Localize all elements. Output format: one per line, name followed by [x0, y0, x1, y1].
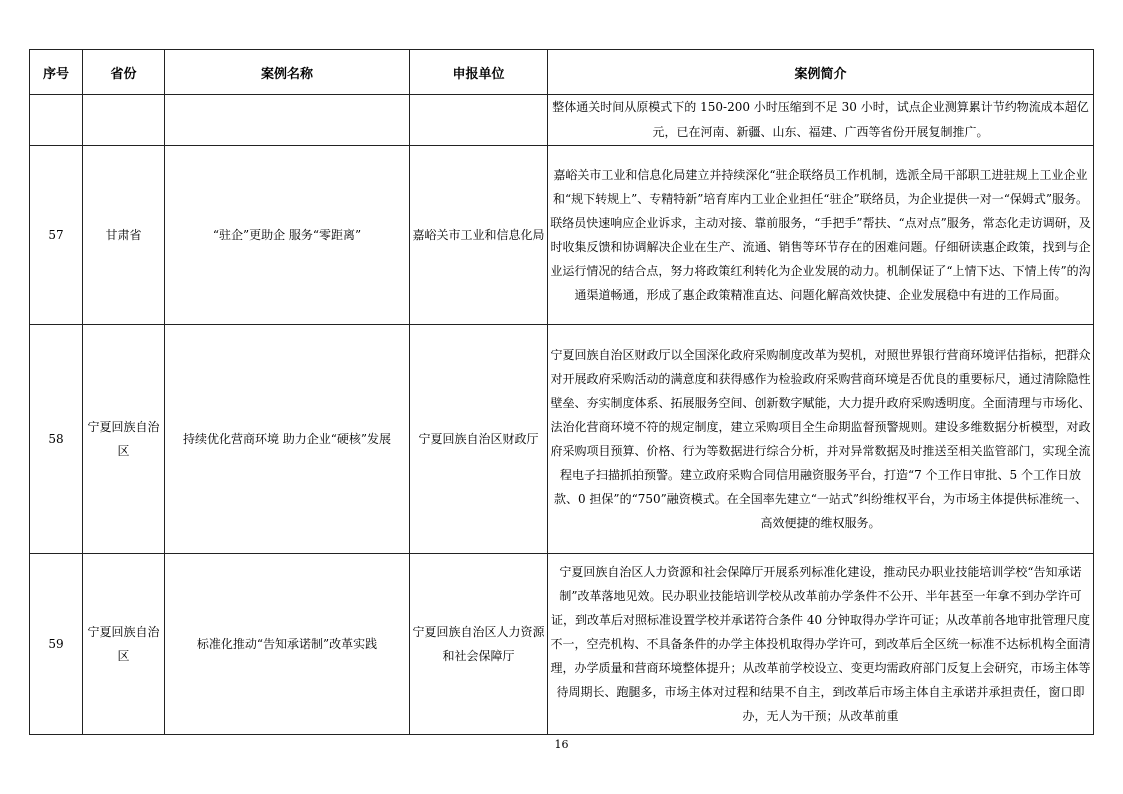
table-row	[30, 554, 1094, 735]
cell-index: 59	[30, 554, 83, 735]
cases-table	[29, 49, 1094, 735]
cell-summary: 嘉峪关市工业和信息化局建立并持续深化“驻企联络员工作机制，选派全局干部职工进驻规上工业企业和“规下转规上”、专精特新”培育库内工业企业担任“驻企”联络员，为企业提供一对一“保姆式”服务。联络员快速响应企业诉求，主动对接、靠前服务，“手把手”帮扶、“点对点”服务，常态化走访调研，及时收集反馈和协调解决企业在生产、流通、销售等环节存在的困难问题。仔细研读惠企政策，找到与企业运行情况的结合点，努力将政策红利转化为企业发展的动力。机制保证了“上情下达、下情上传”的沟通渠道畅通，形成了惠企政策精准直达、问题化解高效快捷、企业发展稳中有进的工作局面。	[548, 146, 1094, 325]
cell-reporting-unit	[410, 95, 548, 146]
header-province: 省份	[83, 50, 165, 95]
cell-index	[30, 95, 83, 146]
cell-case-name: 持续优化营商环境 助力企业“硬核”发展	[165, 325, 410, 554]
table-row	[30, 95, 1094, 146]
cell-summary: 宁夏回族自治区人力资源和社会保障厅开展系列标准化建设，推动民办职业技能培训学校“告知承诺制”改革落地见效。民办职业技能培训学校从改革前办学条件不公开、半年甚至一年拿不到办学许可证，到改革后对照标准设置学校并承诺符合条件 40 分钟取得办学许可证；从改革前各地审批管理尺度不一，空壳机构、不具备条件的办学主体投机取得办学许可，到改革后全区统一标准不达标机构全面清理，办学质量和营商环境整体提升；从改革前学校设立、变更均需政府部门反复上会研究，市场主体等待周期长、跑腿多，市场主体对过程和结果不自主，到改革后市场主体自主承诺并承担责任，窗口即办，无人为干预；从改革前重	[548, 554, 1094, 735]
page-number: 16	[554, 738, 569, 751]
cell-index: 57	[30, 146, 83, 325]
cell-province: 宁夏回族自治区	[83, 325, 165, 554]
cell-province	[83, 95, 165, 146]
cell-summary: 宁夏回族自治区财政厅以全国深化政府采购制度改革为契机，对照世界银行营商环境评估指标，把群众对开展政府采购活动的满意度和获得感作为检验政府采购营商环境是否优良的重要标尺，通过清除隐性壁垒、夯实制度体系、拓展服务空间、创新数字赋能，大力提升政府采购透明度。全面清理与市场化、法治化营商环境不符的规定制度，建立采购项目全生命期监督预警规则。建设多维数据分析模型，对政府采购项目预算、价格、行为等数据进行综合分析，并对异常数据及时推送至相关监管部门，实现全流程电子扫描抓拍预警。建立政府采购合同信用融资服务平台，打造“7 个工作日审批、5 个工作日放款、0 担保”的“750”融资模式。在全国率先建立“一站式”纠纷维权平台，为市场主体提供标准统一、高效便捷的维权服务。	[548, 325, 1094, 554]
cell-case-name: 标准化推动“告知承诺制”改革实践	[165, 554, 410, 735]
table-row	[30, 325, 1094, 554]
cell-index: 58	[30, 325, 83, 554]
cell-case-name	[165, 95, 410, 146]
cell-province: 甘肃省	[83, 146, 165, 325]
cell-case-name: “驻企”更助企 服务“零距离”	[165, 146, 410, 325]
header-index: 序号	[30, 50, 83, 95]
header-case-name: 案例名称	[165, 50, 410, 95]
table-header-row	[30, 50, 1094, 95]
cell-reporting-unit: 宁夏回族自治区人力资源和社会保障厅	[410, 554, 548, 735]
cell-reporting-unit: 嘉峪关市工业和信息化局	[410, 146, 548, 325]
cell-province: 宁夏回族自治区	[83, 554, 165, 735]
cell-summary: 整体通关时间从原模式下的 150-200 小时压缩到不足 30 小时，试点企业测算累计节约物流成本超亿元，已在河南、新疆、山东、福建、广西等省份开展复制推广。	[548, 95, 1094, 146]
table-row	[30, 146, 1094, 325]
header-summary: 案例简介	[548, 50, 1094, 95]
header-reporting-unit: 申报单位	[410, 50, 548, 95]
cell-reporting-unit: 宁夏回族自治区财政厅	[410, 325, 548, 554]
